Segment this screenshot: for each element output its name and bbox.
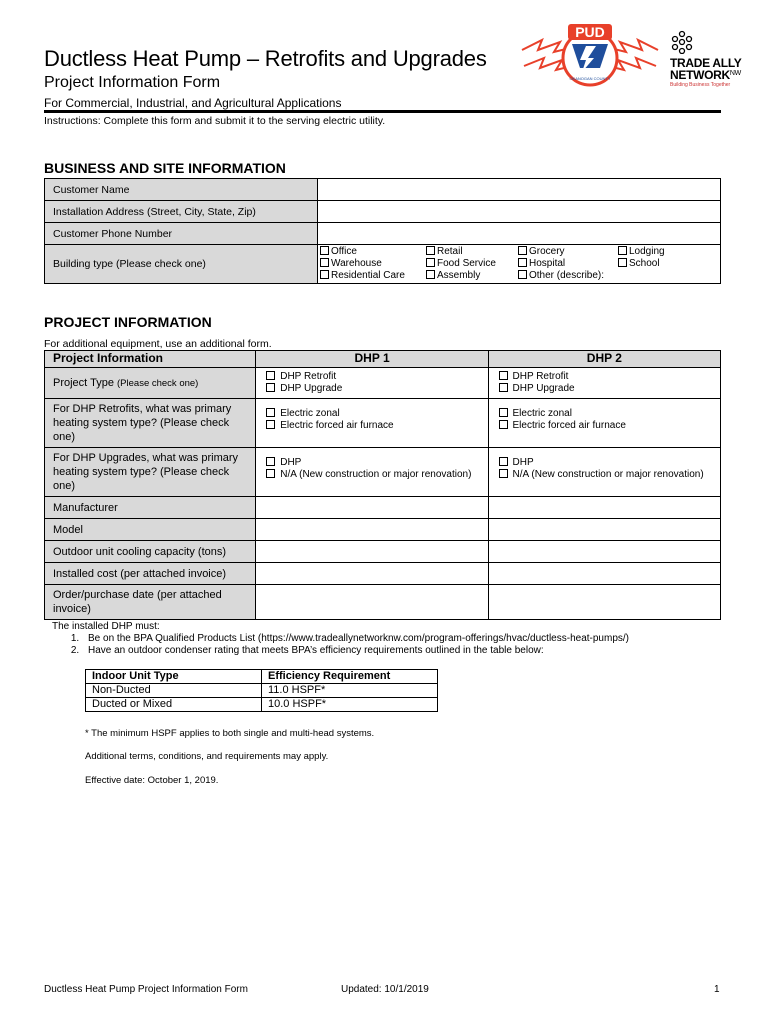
dhp2-cooling-capacity-field[interactable] [488, 541, 720, 563]
table-row [45, 368, 721, 399]
option-label: Electric forced air furnace [512, 420, 626, 431]
customer-phone-field[interactable] [318, 223, 721, 245]
checkbox-icon[interactable] [618, 246, 627, 255]
pud-logo-caption: OKANOGAN COUNTY [569, 76, 611, 81]
dhp1-dhp-option[interactable] [266, 457, 477, 469]
terms-note: Additional terms, conditions, and requirements may apply. [85, 751, 329, 762]
efficiency-requirement-cell: 11.0 HSPF* [262, 684, 438, 698]
building-type-option-label: School [629, 258, 660, 269]
indoor-unit-type-cell: Non-Ducted [86, 684, 262, 698]
building-type-option-label: Lodging [629, 246, 665, 257]
checkbox-icon[interactable] [499, 383, 508, 392]
dhp1-model-field[interactable] [256, 519, 488, 541]
checkbox-icon[interactable] [266, 371, 275, 380]
business-info-table [44, 178, 721, 284]
dhp2-dhp-option[interactable] [499, 457, 710, 469]
checkbox-icon[interactable] [499, 408, 508, 417]
building-type-option-label: Office [331, 246, 357, 257]
customer-name-field[interactable] [318, 179, 721, 201]
table-row [45, 541, 721, 563]
tan-tagline: Building Business Together [670, 82, 731, 88]
dhp2-upgrade-option[interactable] [499, 383, 710, 395]
table-row [45, 519, 721, 541]
tan-logo-suffix: NW [729, 70, 741, 77]
checkbox-icon[interactable] [499, 457, 508, 466]
applications-line: For Commercial, Industrial, and Agricultural Applications [44, 96, 342, 110]
building-type-option-label: Warehouse [331, 258, 382, 269]
requirement-item: 2. Have an outdoor condenser rating that meets BPA’s efficiency requirements outlined in the table below: [82, 645, 629, 657]
footer-page-number: 1 [714, 984, 720, 995]
building-type-option-label: Grocery [529, 246, 565, 257]
requirements-list [82, 633, 629, 657]
project-type-hint: (Please check one) [117, 377, 199, 389]
building-type-hospital[interactable] [518, 258, 618, 270]
dhp1-installed-cost-field[interactable] [256, 563, 488, 585]
requirements-intro: The installed DHP must: [52, 621, 160, 632]
dhp2-retrofit-option[interactable] [499, 371, 710, 383]
dhp1-na-option[interactable] [266, 469, 477, 481]
table-row [45, 563, 721, 585]
table-row [45, 245, 721, 284]
dhp2-column-header: DHP 2 [488, 351, 720, 368]
project-type-label [45, 368, 256, 399]
checkbox-icon[interactable] [499, 371, 508, 380]
building-type-residential-care[interactable] [320, 270, 426, 282]
dhp1-project-type [256, 368, 488, 399]
header-rule [44, 110, 721, 113]
building-type-retail[interactable] [426, 246, 518, 258]
building-type-warehouse[interactable] [320, 258, 426, 270]
trade-ally-network-logo [670, 30, 760, 90]
building-type-option-label: Hospital [529, 258, 566, 269]
cooling-capacity-label: Outdoor unit cooling capacity (tons) [45, 541, 256, 563]
dhp1-forced-air-option[interactable] [266, 420, 477, 432]
indoor-unit-type-header: Indoor Unit Type [86, 670, 262, 684]
instructions-text: Instructions: Complete this form and submit it to the serving electric utility. [44, 115, 386, 127]
retrofit-heating-question: For DHP Retrofits, what was primary heating system type? (Please check one) [45, 399, 256, 448]
checkbox-icon[interactable] [518, 270, 527, 279]
dhp1-column-header: DHP 1 [256, 351, 488, 368]
pud-logo [520, 20, 660, 92]
building-type-assembly[interactable] [426, 270, 518, 282]
tan-logo-line1: TRADE ALLY [670, 56, 742, 70]
dhp1-manufacturer-field[interactable] [256, 497, 488, 519]
dhp1-order-date-field[interactable] [256, 585, 488, 620]
dhp2-installed-cost-field[interactable] [488, 563, 720, 585]
footer-form-name: Ductless Heat Pump Project Information Form [44, 984, 248, 995]
footer-updated-date: Updated: 10/1/2019 [341, 984, 429, 995]
building-type-option-label: Retail [437, 246, 463, 257]
checkbox-icon[interactable] [320, 258, 329, 267]
efficiency-requirement-cell: 10.0 HSPF* [262, 698, 438, 712]
building-type-options [318, 245, 721, 284]
option-label: DHP Retrofit [512, 371, 569, 382]
building-type-option-label: Other (describe): [529, 270, 605, 281]
indoor-unit-type-cell: Ducted or Mixed [86, 698, 262, 712]
building-type-option-label: Food Service [437, 258, 496, 269]
table-row [86, 698, 438, 712]
option-label: DHP [280, 457, 302, 468]
pud-logo-graphic [520, 20, 660, 92]
checkbox-icon[interactable] [499, 469, 508, 478]
table-row [45, 497, 721, 519]
option-label: Electric forced air furnace [280, 420, 394, 431]
efficiency-requirement-header: Efficiency Requirement [262, 670, 438, 684]
dhp1-upgrade-option[interactable] [266, 383, 477, 395]
checkbox-icon[interactable] [499, 420, 508, 429]
model-label: Model [45, 519, 256, 541]
requirements-block [52, 621, 629, 657]
checkbox-icon[interactable] [266, 420, 275, 429]
project-info-column-header: Project Information [45, 351, 256, 368]
building-type-option-label: Assembly [437, 270, 481, 281]
project-section-heading: PROJECT INFORMATION [44, 314, 212, 330]
table-row [45, 585, 721, 620]
option-label: Electric zonal [280, 408, 340, 419]
option-label: DHP Upgrade [512, 383, 575, 394]
dhp2-project-type [488, 368, 720, 399]
building-type-label: Building type (Please check one) [45, 245, 318, 284]
checkbox-icon[interactable] [426, 270, 435, 279]
dhp2-manufacturer-field[interactable] [488, 497, 720, 519]
checkbox-icon[interactable] [266, 408, 275, 417]
building-type-lodging[interactable] [618, 246, 718, 258]
table-row [45, 179, 721, 201]
checkbox-icon[interactable] [320, 270, 329, 279]
customer-phone-label: Customer Phone Number [45, 223, 318, 245]
building-type-grocery[interactable] [518, 246, 618, 258]
option-label: DHP Retrofit [280, 371, 337, 382]
dhp1-electric-zonal-option[interactable] [266, 408, 477, 420]
option-label: Electric zonal [512, 408, 572, 419]
upgrade-heating-question: For DHP Upgrades, what was primary heating system type? (Please check one) [45, 448, 256, 497]
installation-address-field[interactable] [318, 201, 721, 223]
building-type-office[interactable] [320, 246, 426, 258]
option-label: DHP Upgrade [280, 383, 343, 394]
building-type-food-service[interactable] [426, 258, 518, 270]
dhp2-upgrade-heating [488, 448, 720, 497]
table-header-row [45, 351, 721, 368]
manufacturer-label: Manufacturer [45, 497, 256, 519]
building-type-option-label: Residential Care [331, 270, 405, 281]
project-info-table [44, 350, 721, 620]
checkbox-icon[interactable] [266, 457, 275, 466]
checkbox-icon[interactable] [320, 246, 329, 255]
page-title: Ductless Heat Pump – Retrofits and Upgrades [44, 46, 487, 71]
tan-logo-network: NETWORK [670, 68, 730, 82]
form-subtitle: Project Information Form [44, 74, 221, 91]
checkbox-icon[interactable] [518, 258, 527, 267]
effective-date-note: Effective date: October 1, 2019. [85, 775, 219, 786]
pud-logo-text: PUD [575, 24, 605, 40]
table-row [45, 448, 721, 497]
dhp2-electric-zonal-option[interactable] [499, 408, 710, 420]
installation-address-label: Installation Address (Street, City, State, Zip) [45, 201, 318, 223]
additional-form-note: For additional equipment, use an additional form. [44, 338, 272, 350]
table-row [45, 399, 721, 448]
hspf-note: * The minimum HSPF applies to both single and multi-head systems. [85, 728, 375, 739]
table-row [45, 223, 721, 245]
checkbox-icon[interactable] [618, 258, 627, 267]
project-type-label-text: Project Type [53, 376, 114, 389]
customer-name-label: Customer Name [45, 179, 318, 201]
checkbox-icon[interactable] [426, 258, 435, 267]
dhp2-retrofit-heating [488, 399, 720, 448]
order-date-label: Order/purchase date (per attached invoice) [45, 585, 256, 620]
checkbox-icon[interactable] [426, 246, 435, 255]
building-type-school[interactable] [618, 258, 718, 270]
dhp1-upgrade-heating [256, 448, 488, 497]
table-row [45, 201, 721, 223]
dhp2-na-option[interactable] [499, 469, 710, 481]
checkbox-icon[interactable] [518, 246, 527, 255]
dhp2-model-field[interactable] [488, 519, 720, 541]
option-label: N/A (New construction or major renovation) [280, 469, 472, 480]
option-label: N/A (New construction or major renovation) [512, 469, 704, 480]
installed-cost-label: Installed cost (per attached invoice) [45, 563, 256, 585]
requirement-item: 1. Be on the BPA Qualified Products List (https://www.tradeallynetworknw.com/program-offerings/hvac/ductless-heat-pumps/) [82, 633, 629, 645]
business-section-heading: BUSINESS AND SITE INFORMATION [44, 160, 286, 176]
dhp2-forced-air-option[interactable] [499, 420, 710, 432]
tan-logo-line2 [670, 68, 741, 82]
building-type-other[interactable] [518, 270, 718, 282]
dhp1-retrofit-option[interactable] [266, 371, 477, 383]
checkbox-icon[interactable] [266, 469, 275, 478]
efficiency-table [85, 669, 438, 712]
checkbox-icon[interactable] [266, 383, 275, 392]
option-label: DHP [512, 457, 534, 468]
network-node-icon [670, 30, 694, 54]
dhp1-cooling-capacity-field[interactable] [256, 541, 488, 563]
dhp2-order-date-field[interactable] [488, 585, 720, 620]
dhp1-retrofit-heating [256, 399, 488, 448]
table-header-row [86, 670, 438, 684]
table-row [86, 684, 438, 698]
